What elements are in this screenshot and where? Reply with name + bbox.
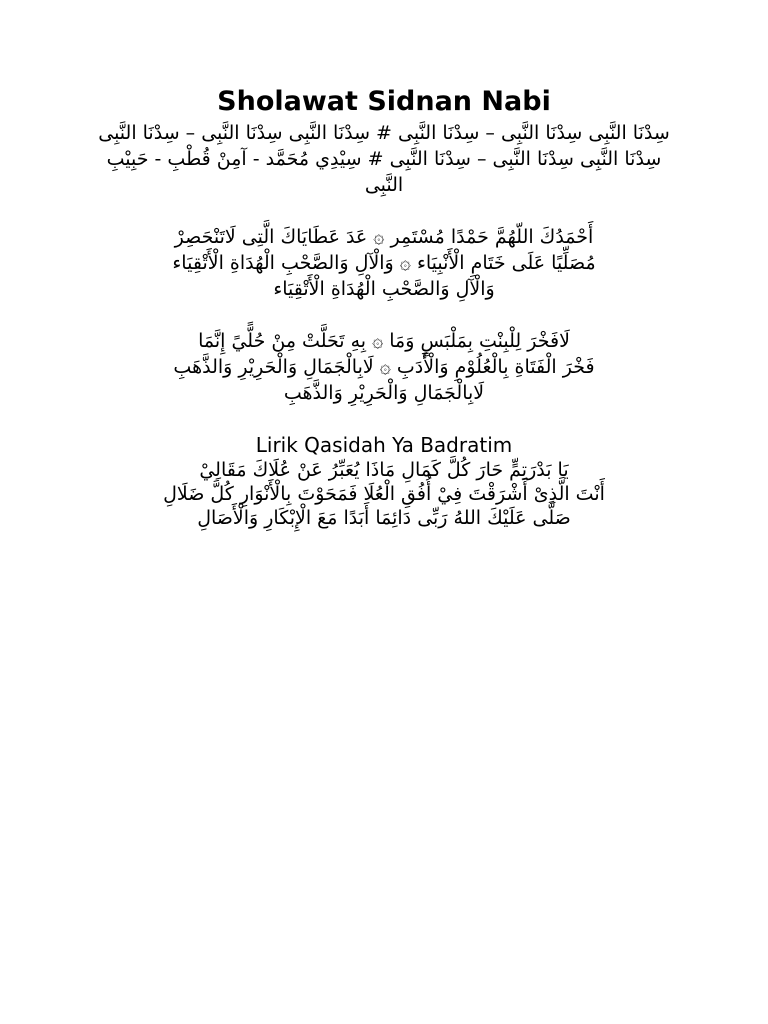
verse-line: أَحْمَدُكَ اللّهُمَّ حَمْدًا مُسْتَمِر ۞ عَدَ عَطَايَاكَ الَّتِى لَاتَنْحَصِرْ [174, 226, 594, 248]
paragraph-spacer [90, 198, 678, 224]
verse-line: سِدْنَا النَّبِى سِدْنَا النَّبِى – سِدْنَا النَّبِى # سِيْدِي مُحَمَّد - آمِنْ قُطْبِ - حَبِيْبِ النَّبِى [106, 148, 662, 196]
verse-line: فَخْرَ الْفَتَاةِ بِالْعُلُوْمِ وَالْأَدَبِ ۞ لَابِالْجَمَالِ وَالْحَرِيْرِ وَالذَّهَبِ [173, 356, 595, 378]
section-lafakhra [90, 328, 678, 406]
verse-line: لَافَخْرَ لِلْبِنْتِ بِمَلْبَسٍ وَمَا ۞ بِهِ تَحَلَّتْ مِنْ حُلًّيً إِنَّمَا [198, 330, 570, 352]
section-sidnan-nabi [90, 120, 678, 198]
document-page [90, 84, 678, 530]
verse-line: سِدْنَا النَّبِى سِدْنَا النَّبِى – سِدْنَا النَّبِى # سِدْنَا النَّبِى سِدْنَا النَّبِى – سِدْنَا النَّبِى [98, 122, 670, 144]
section-subtitle: Lirik Qasidah Ya Badratim [255, 433, 513, 457]
verse-line: يَا بَدْرَتِمٍّ حَارَ كُلَّ كَمَالِ مَاذَا يُعَبِّرُ عَنْ عُلَاكَ مَقَالِيْ [199, 459, 569, 481]
document-title: Sholawat Sidnan Nabi [217, 86, 551, 117]
paragraph-spacer [90, 302, 678, 328]
paragraph-spacer [90, 406, 678, 432]
verse-line: لَابِالْجَمَالِ وَالْحَرِيْرِ وَالذَّهَبِ [283, 382, 485, 404]
verse-line: صَلَّى عَلَيْكَ اللهُ رَبِّى دَائِمَا أَبَدًا مَعَ الْإِبْكَارِ وَالْأَصَالِ [197, 507, 571, 529]
verse-line: أَنْتَ الَّذِىْ أَشْرَقْتَ فِيْ أُفُقِ الْعُلَا فَمَحَوْتَ بِالْأَنْوَارِ كُلَّ ضَلَالِ [163, 483, 605, 505]
verse-line: مُصَلِّيًا عَلَى خَتَامِ الْأَنْبِيَاء ۞ وَالْآلِ وَالصَّحْبِ الْهُدَاةِ الْأَتْقِيَاء [172, 252, 596, 274]
section-ya-badratim [90, 432, 678, 530]
verse-line: وَالْآلِ وَالصَّحْبِ الْهُدَاةِ الْأَتْقِيَاء [273, 278, 495, 300]
section-ahmaduka [90, 224, 678, 302]
